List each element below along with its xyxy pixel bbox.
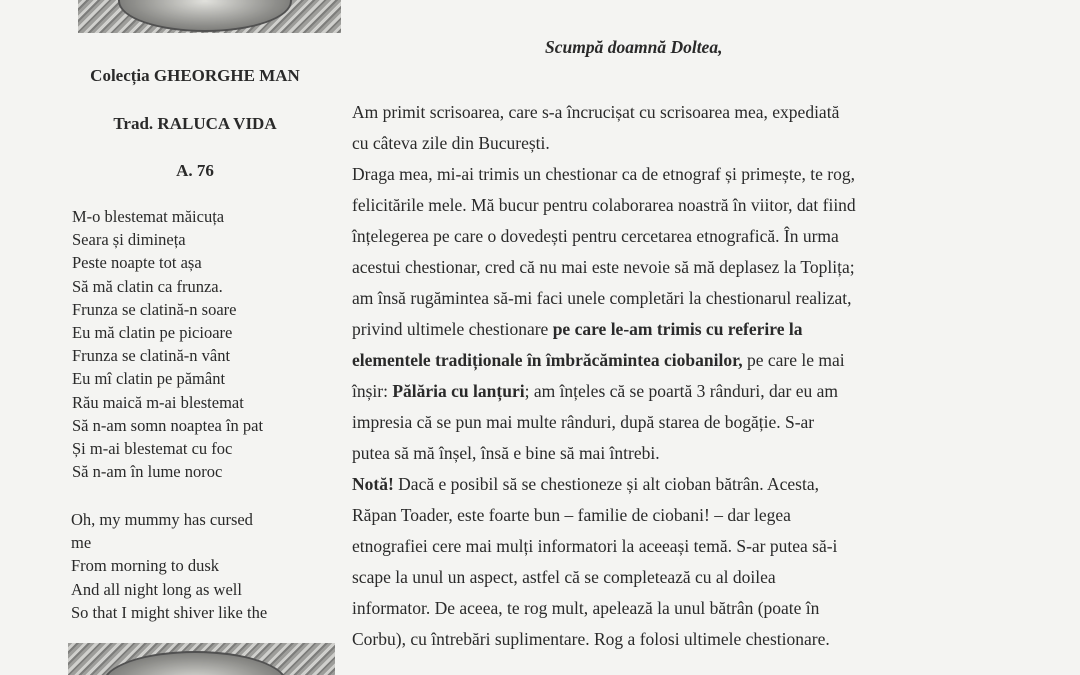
poem-line: Frunza se clatină-n vânt xyxy=(72,346,231,366)
poem-line: So that I might shiver like the xyxy=(71,602,268,622)
poem-line: Eu mă clatin pe picioare xyxy=(72,323,233,343)
text-segment: acestui chestionar, cred că nu mai este nevoie să mă deplasez la Toplița; xyxy=(352,257,855,277)
text-segment: impresia că se pun mai multe rânduri, după starea de bogăție. S-ar xyxy=(352,412,815,432)
letter-line xyxy=(352,593,962,624)
poem-line: M-o blestemat măicuța xyxy=(72,207,225,226)
archive-number: A. 76 xyxy=(176,161,214,180)
text-segment: etnografiei cere mai mulți informatori la aceeași temă. S-ar putea să-i xyxy=(352,536,838,556)
bold-text: elementele tradiționale în îmbrăcămintea ciobanilor, xyxy=(352,350,743,370)
bold-text: pe care le-am trimis cu referire la xyxy=(552,319,803,339)
text-segment: am însă rugămintea să-mi faci unele completări la chestionarul realizat, xyxy=(352,288,852,308)
poem-line: Seara și dimineța xyxy=(72,230,186,250)
text-segment: putea să mă înșel, însă e bine să mai întrebi. xyxy=(352,443,660,463)
letter-line xyxy=(352,562,962,593)
collection-heading: Colecția GHEORGHE MAN xyxy=(90,66,300,85)
text-segment: cu câteva zile din București. xyxy=(352,133,550,153)
text-segment: privind ultimele chestionare xyxy=(352,319,553,339)
letter-line xyxy=(352,252,962,283)
translator-heading: Trad. RALUCA VIDA xyxy=(113,114,277,133)
poem-line: Peste noapte tot așa xyxy=(72,253,202,273)
letter-line xyxy=(352,283,962,314)
text-segment: scape la unul un aspect, astfel că se completează cu al doilea xyxy=(352,567,776,587)
poem-line: Eu mî clatin pe pământ xyxy=(72,369,226,389)
poem-line: Să n-am în lume noroc xyxy=(72,462,223,482)
letter-line xyxy=(352,97,962,128)
poem-romanian xyxy=(72,205,334,483)
text-segment: pe care le mai xyxy=(742,350,845,370)
text-segment: înțelegerea pe care o dovedești pentru cercetarea etnografică. În urma xyxy=(352,226,839,246)
letter-line xyxy=(352,531,962,562)
poem-line: Și m-ai blestemat cu foc xyxy=(72,439,233,459)
letter-line xyxy=(352,128,962,159)
letter-line xyxy=(352,469,962,500)
poem-line: From morning to dusk xyxy=(71,556,220,576)
letter-line xyxy=(352,221,962,252)
poem-line: And all night long as well xyxy=(71,579,242,599)
bold-text: Pălăria cu lanțuri xyxy=(392,381,525,401)
poem-line: me xyxy=(71,533,92,553)
text-segment: felicitările mele. Mă bucur pentru colaborarea noastră în viitor, dat fiind xyxy=(352,195,856,215)
letter-line xyxy=(352,345,962,376)
text-segment: informator. De aceea, te rog mult, apelează la unul bătrân (poate în xyxy=(352,598,820,618)
letter-line xyxy=(352,438,962,469)
text-segment: Am primit scrisoarea, care s-a încrucișat cu scrisoarea mea, expediată xyxy=(352,102,840,122)
poem-line: Să mă clatin ca frunza. xyxy=(72,276,223,296)
poem-line: Să n-am somn noaptea în pat xyxy=(72,415,264,435)
poem-line: Rău maică m-ai blestemat xyxy=(72,392,244,412)
letter-line xyxy=(352,190,962,221)
poem-line: Frunza se clatină-n soare xyxy=(72,299,237,319)
bold-text: Notă! xyxy=(352,474,394,494)
letter-line xyxy=(352,407,962,438)
poem-english xyxy=(71,508,333,624)
letter-salutation: Scumpă doamnă Doltea, xyxy=(545,37,723,57)
text-segment: Dacă e posibil să se chestioneze și alt cioban bătrân. Acesta, xyxy=(393,474,819,494)
letter-body xyxy=(352,97,962,655)
text-segment: Draga mea, mi-ai trimis un chestionar ca de etnograf și primește, te rog, xyxy=(352,164,855,184)
letter-line xyxy=(352,159,962,190)
text-segment: Răpan Toader, este foarte bun – familie de ciobani! – dar legea xyxy=(352,505,791,525)
letter-line xyxy=(352,376,962,407)
letter-line xyxy=(352,314,962,345)
photo-top xyxy=(78,0,341,33)
text-segment: ; am înțeles că se poartă 3 rânduri, dar eu am xyxy=(524,381,838,401)
text-segment: înșir: xyxy=(352,381,393,401)
text-segment: Corbu), cu întrebări suplimentare. Rog a folosi ultimele chestionare. xyxy=(352,629,830,649)
photo-bottom xyxy=(68,643,335,675)
letter-line xyxy=(352,624,962,655)
letter-line xyxy=(352,500,962,531)
poem-line: Oh, my mummy has cursed xyxy=(71,510,253,529)
